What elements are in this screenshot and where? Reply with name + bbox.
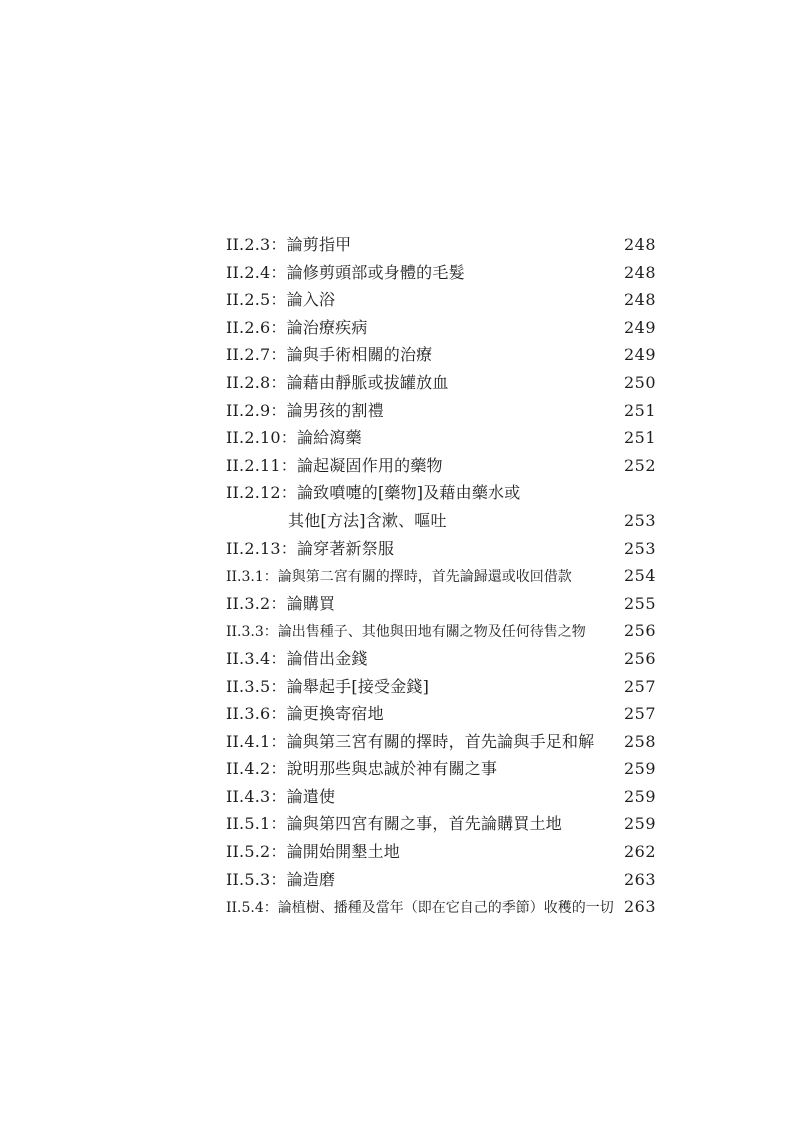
toc-page-number: 259 — [623, 759, 656, 779]
toc-row — [226, 700, 656, 728]
toc-entry-text: II.2.6：論治療疾病 — [226, 317, 368, 337]
toc-entry-text: II.3.4：論借出金錢 — [226, 648, 368, 668]
toc-page-number: 256 — [623, 621, 656, 641]
toc-page-number: 248 — [623, 262, 656, 282]
toc-entry-text: II.2.3：論剪指甲 — [226, 235, 352, 254]
table-of-contents — [226, 231, 656, 921]
toc-row — [226, 369, 656, 397]
toc-row — [226, 893, 656, 921]
toc-page-number: 253 — [623, 538, 656, 558]
toc-row — [226, 783, 656, 811]
toc-row — [226, 673, 656, 701]
toc-row — [226, 314, 656, 342]
toc-page-number: 262 — [623, 842, 656, 862]
toc-row — [226, 259, 656, 287]
toc-page-number: 257 — [623, 676, 656, 696]
toc-entry-text: II.3.1：論與第二宮有關的擇時，首先論歸還或收回借款 — [226, 569, 572, 586]
toc-page-number: 263 — [623, 869, 656, 889]
toc-entry-text: 其他[方法]含漱、嘔吐 — [288, 510, 447, 530]
toc-row — [226, 286, 656, 314]
toc-row — [226, 617, 656, 645]
toc-row — [226, 452, 656, 480]
toc-page-number: 249 — [623, 317, 656, 337]
toc-entry-text: II.4.1：論與第三宮有關的擇時，首先論與手足和解 — [226, 731, 595, 751]
toc-entry-text: II.3.2：論購買 — [226, 593, 336, 613]
toc-entry-text: II.2.10：論給瀉藥 — [226, 428, 362, 448]
toc-row — [226, 231, 656, 259]
toc-entry-text: II.2.5：論入浴 — [226, 290, 336, 310]
toc-entry-text: II.2.13：論穿著新祭服 — [226, 538, 395, 558]
toc-page-number: 256 — [623, 648, 656, 668]
toc-entry-text: II.5.2：論開始開墾土地 — [226, 842, 400, 862]
toc-entry-text: II.5.4：論植樹、播種及當年（即在它自己的季節）收穫的一切 — [226, 900, 614, 917]
toc-row — [226, 810, 656, 838]
toc-row — [226, 507, 656, 535]
toc-page-number: 249 — [623, 345, 656, 365]
toc-row — [226, 838, 656, 866]
toc-page-number: 251 — [623, 428, 656, 448]
toc-entry-text: II.2.4：論修剪頭部或身體的毛髮 — [226, 262, 465, 282]
toc-entry-text: II.3.3：論出售種子、其他與田地有關之物及任何待售之物 — [226, 624, 586, 641]
toc-page-number: 250 — [623, 372, 656, 392]
toc-entry-text: II.2.11：論起凝固作用的藥物 — [226, 455, 443, 475]
toc-entry-text: II.4.2：說明那些與忠誠於神有關之事 — [226, 759, 498, 779]
toc-row — [226, 590, 656, 618]
toc-entry-text: II.2.7：論與手術相關的治療 — [226, 345, 433, 365]
toc-row — [226, 479, 656, 507]
toc-entry-text: II.2.8：論藉由靜脈或拔罐放血 — [226, 372, 449, 392]
toc-entry-text: II.5.1：論與第四宮有關之事，首先論購買土地 — [226, 814, 562, 834]
toc-page-number: 259 — [623, 814, 656, 834]
toc-entry-text: II.4.3：論遣使 — [226, 786, 336, 806]
toc-entry-text: II.2.12：論致噴嚏的[藥物]及藉由藥水或 — [226, 483, 521, 503]
toc-page-number: 253 — [623, 510, 656, 530]
toc-row — [226, 728, 656, 756]
toc-row — [226, 341, 656, 369]
toc-page-number: 248 — [623, 290, 656, 310]
toc-row — [226, 755, 656, 783]
toc-entry-text: II.2.9：論男孩的割禮 — [226, 400, 384, 420]
toc-entry-text: II.5.3：論造磨 — [226, 869, 336, 889]
toc-page-number: 254 — [623, 566, 656, 586]
toc-page-number: 248 — [623, 235, 656, 254]
toc-row — [226, 424, 656, 452]
toc-page-number: 257 — [623, 704, 656, 724]
toc-page-number: 263 — [623, 897, 656, 917]
toc-page-number: 258 — [623, 731, 656, 751]
toc-page-number: 251 — [623, 400, 656, 420]
toc-row — [226, 397, 656, 425]
toc-row — [226, 645, 656, 673]
toc-page-number: 252 — [623, 455, 656, 475]
toc-row — [226, 562, 656, 590]
toc-entry-text: II.3.5：論舉起手[接受金錢] — [226, 676, 430, 696]
toc-row — [226, 535, 656, 563]
toc-page-number: 259 — [623, 786, 656, 806]
toc-entry-text: II.3.6：論更換寄宿地 — [226, 704, 384, 724]
toc-row — [226, 866, 656, 894]
toc-page-number: 255 — [623, 593, 656, 613]
